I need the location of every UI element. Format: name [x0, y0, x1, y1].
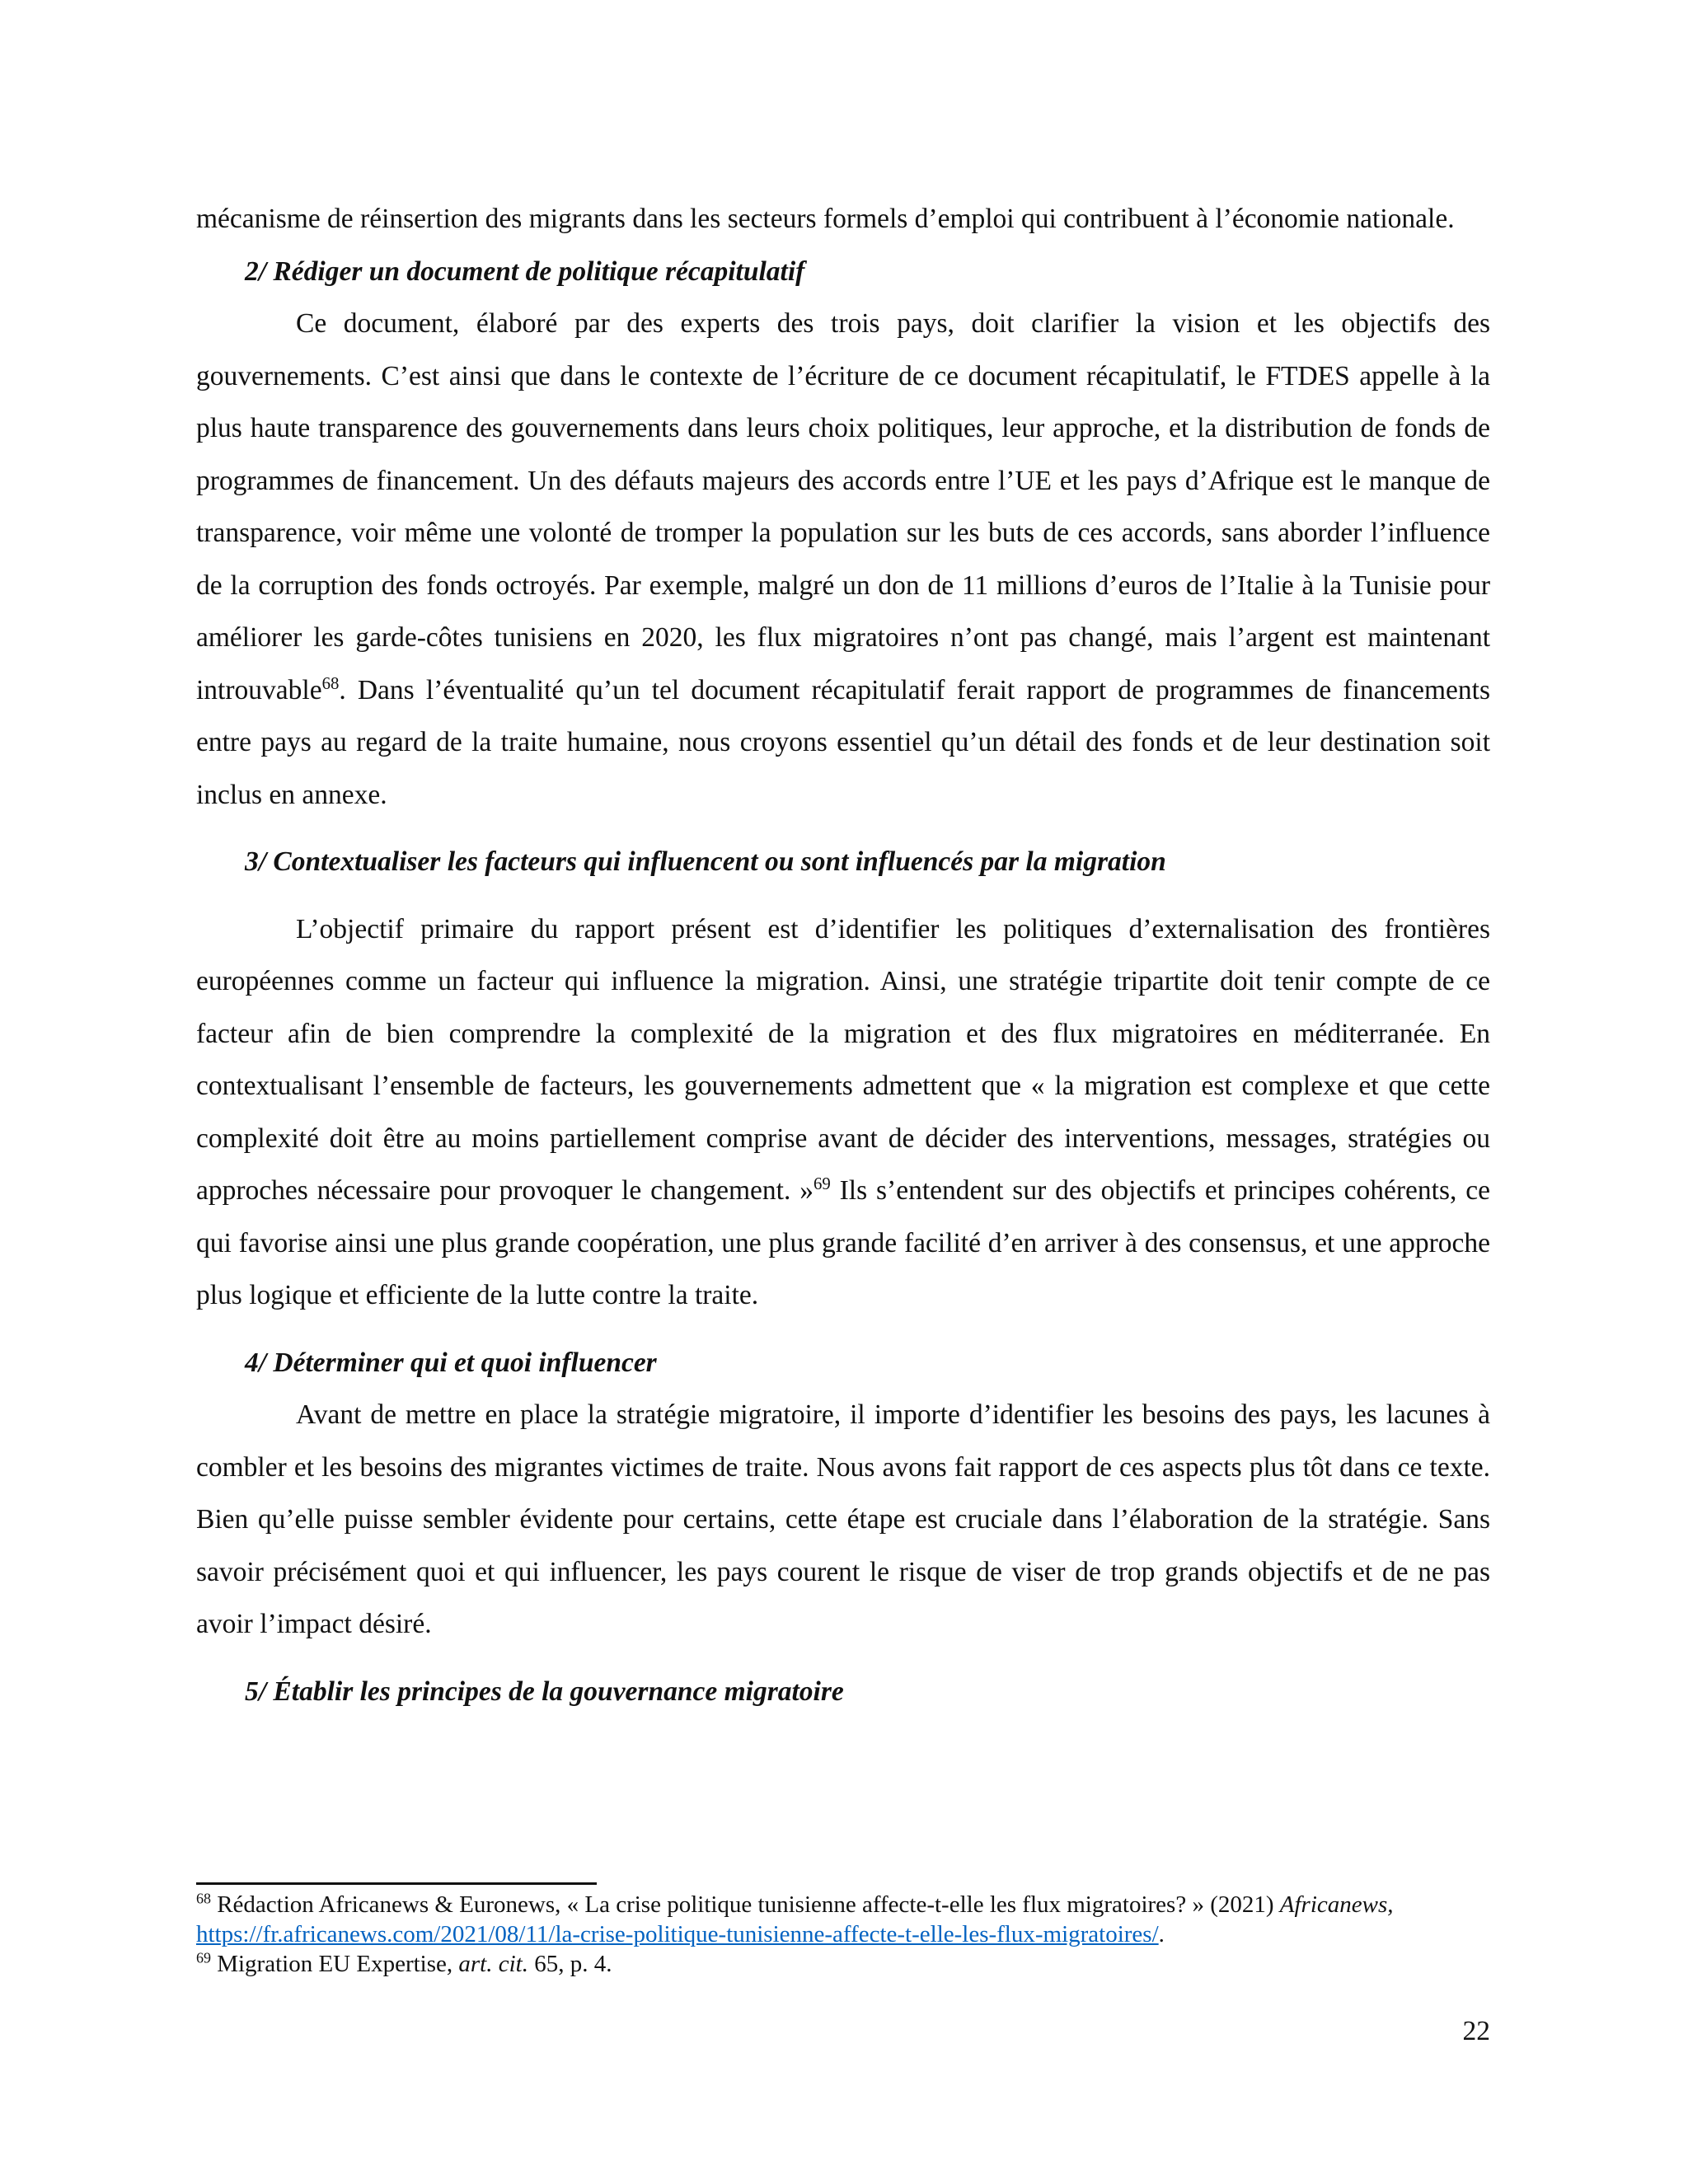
section-heading-4: 4/ Déterminer qui et quoi influencer [245, 1347, 657, 1378]
paragraph-section-3 [196, 903, 1490, 1322]
body-text [196, 193, 1490, 1718]
footnote-69 [196, 1949, 1490, 1979]
footnote-text: . [1158, 1921, 1165, 1947]
footnote-number: 69 [196, 1949, 211, 1966]
footnotes [196, 1890, 1490, 1979]
footnote-number: 68 [196, 1890, 211, 1907]
paragraph-section-4: Avant de mettre en place la stratégie migratoire, il importe d’identifier les besoins des pays, les lacunes à combler et les besoins des migrantes victimes de traite. Nous avons fait rapport de ces aspects plus tôt dans ce texte. Bien qu’elle puisse sembler évidente pour certains, cette étape est cruciale dans l’élaboration de la stratégie. Sans savoir précisément quoi et qui influencer, les pays courent le risque de viser de trop grands objectifs et de ne pas avoir l’impact désiré. [196, 1399, 1490, 1639]
paragraph-text: L’objectif primaire du rapport présent est d’identifier les politiques d’externalisation des frontières européennes comme un facteur qui influence la migration. Ainsi, une stratégie tripartite doit tenir compte de ce facteur afin de bien comprendre la complexité de la migration et des flux migratoires en méditerranée. En contextualisant l’ensemble de facteurs, les gouvernements admettent que « la migration est complexe et que cette complexité doit être au moins partiellement comprise avant de décider des interventions, messages, stratégies ou approches nécessaire pour provoquer le changement. » [196, 913, 1490, 1206]
paragraph-section-2 [196, 298, 1490, 821]
footnote-link[interactable]: https://fr.africanews.com/2021/08/11/la-crise-politique-tunisienne-affecte-t-elle-les-flux-migratoires/ [196, 1921, 1159, 1947]
footnote-separator [196, 1882, 597, 1885]
paragraph-text: Ils s’entendent sur des objectifs et principes cohérents, ce qui favorise ainsi une plus grande coopération, une plus grande facilité d’en arriver à des consensus, et une approche plus logique et efficiente de la lutte contre la traite. [196, 1175, 1490, 1310]
footnote-text: Migration EU Expertise, [210, 1951, 459, 1977]
footnote-68 [196, 1890, 1490, 1949]
footnote-text: Rédaction Africanews & Euronews, « La crise politique tunisienne affecte-t-elle les flux migratoires? » (2021) [210, 1891, 1280, 1918]
paragraph-continuation: mécanisme de réinsertion des migrants dans les secteurs formels d’emploi qui contribuent à l’économie nationale. [196, 204, 1455, 234]
footnote-source: Africanews, [1279, 1891, 1394, 1918]
page-number: 22 [1462, 2016, 1490, 2046]
footnote-citation: art. cit. [458, 1951, 528, 1977]
paragraph-text: . Dans l’éventualité qu’un tel document récapitulatif ferait rapport de programmes de financements entre pays au regard de la traite humaine, nous croyons essentiel qu’un détail des fonds et de leur destination soit inclus en annexe. [196, 674, 1490, 810]
paragraph-text: Ce document, élaboré par des experts des trois pays, doit clarifier la vision et les objectifs des gouvernements. C’est ainsi que dans le contexte de l’écriture de ce document récapitulatif, le FTDES appelle à la plus haute transparence des gouvernements dans leurs choix politiques, leur approche, et la distribution de fonds de programmes de financement. Un des défauts majeurs des accords entre l’UE et les pays d’Afrique est le manque de transparence, voir même une volonté de tromper la population sur les buts de ces accords, sans aborder l’influence de la corruption des fonds octroyés. Par exemple, malgré un don de 11 millions d’euros de l’Italie à la Tunisie pour améliorer les garde-côtes tunisiens en 2020, les flux migratoires n’ont pas changé, mais l’argent est maintenant introuvable [196, 308, 1490, 705]
section-heading-2: 2/ Rédiger un document de politique récapitulatif [245, 255, 805, 287]
footnote-ref-69[interactable]: 69 [813, 1174, 831, 1193]
section-heading-5: 5/ Établir les principes de la gouvernance migratoire [245, 1675, 844, 1707]
footnote-ref-68[interactable]: 68 [321, 673, 340, 693]
section-heading-3: 3/ Contextualiser les facteurs qui influencent ou sont influencés par la migration [245, 846, 1166, 877]
footnote-text: 65, p. 4. [528, 1951, 612, 1977]
